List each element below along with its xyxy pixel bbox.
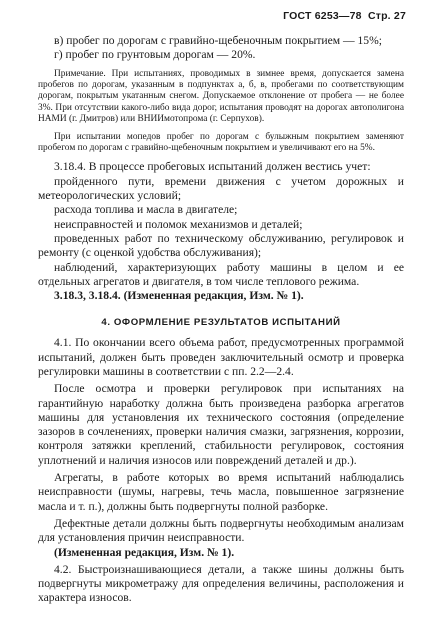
clause-4-1-defects: Дефектные детали должны быть подвергнуты необходимым анализам для установления причин неисправности.	[38, 516, 404, 545]
clause-3-18-4-line: пройденного пути, времени движения с учетом дорожных и метеорологических условий;	[38, 174, 404, 203]
clause-4-2: 4.2. Быстроизнашивающиеся детали, а также шины должны быть подвергнуты микрометражу для определения величины, расположения и характера износов.	[38, 562, 404, 605]
section-title-4: 4. ОФОРМЛЕНИЕ РЕЗУЛЬТАТОВ ИСПЫТАНИЙ	[101, 317, 341, 329]
clause-4-1: 4.1. По окончании всего объема работ, предусмотренных программой испытаний, должен быть проведен заключительный осмотр и проверка регулировки машины в соответствии с пп. 2.2—2.4.	[38, 336, 404, 378]
header-page-number: Стр. 27	[367, 10, 406, 22]
amendment-note-4: (Измененная редакция, Изм. № 1).	[54, 545, 235, 559]
note-mopeds: При испытании мопедов пробег по дорогам с булыжным покрытием заменяют пробегом по дорогам с гравийно-щебеночным покрытием и увеличивают его на 5%.	[38, 131, 404, 154]
clause-3-18-4-line: расхода топлива и масла в двигателе;	[54, 203, 238, 217]
note-primechanie: Примечание. При испытаниях, проводимых в зимнее время, допускается замена пробегов по дорогам, указанным в подпунктах а, б, в, пробегами по соответствующим дорогам, покрытым укатанным снегом. Допускаемое отклонение от пробега — не более 3%. При отсутствии какого-либо вида дорог, испытания проводят на дорогах автополигона НАМИ (г. Дмитров) или ВНИИмотопрома (г. Серпухов).	[38, 68, 404, 125]
list-item-g: г) пробег по грунтовым дорогам — 20%.	[54, 48, 256, 62]
header-standard: ГОСТ 6253—78	[283, 10, 362, 22]
amendment-note-3-18: 3.18.3, 3.18.4. (Измененная редакция, Изм. № 1).	[54, 289, 304, 303]
clause-4-1-inspection: После осмотра и проверки регулировок при испытаниях на гарантийную наработку должна быть произведена разборка агрегатов машины для установления их технического состояния (определение зазоров в сочленениях, проверки наличия смазки, загрязнения, коррозии, контроля затяжки креплений, стабильности регулировок, состояния уплотнений и наличия износов или повреждений деталей и др.).	[38, 382, 404, 467]
page-header	[283, 10, 406, 22]
clause-3-18-4-line: проведенных работ по техническому обслуживанию, регулировок и ремонту (с оценкой удобства обслуживания);	[38, 231, 404, 260]
clause-3-18-4-line: неисправностей и поломок механизмов и деталей;	[54, 217, 303, 231]
page-content	[38, 34, 404, 606]
clause-3-18-4-line: наблюдений, характеризующих работу машины в целом и ее отдельных агрегатов и двигателя, в том числе теплового режима.	[38, 260, 404, 288]
list-item-b: в) пробег по дорогам с гравийно-щебеночным покрытием — 15%;	[54, 34, 382, 47]
clause-4-1-aggregates: Агрегаты, в работе которых во время испытаний наблюдались неисправности (шумы, нагревы, течь масла, повышенное загрязнение масла и т. п.), должны быть подвергнуты полной разборке.	[38, 471, 404, 513]
clause-3-18-4-intro: 3.18.4. В процессе пробеговых испытаний должен вестись учет:	[54, 160, 371, 174]
